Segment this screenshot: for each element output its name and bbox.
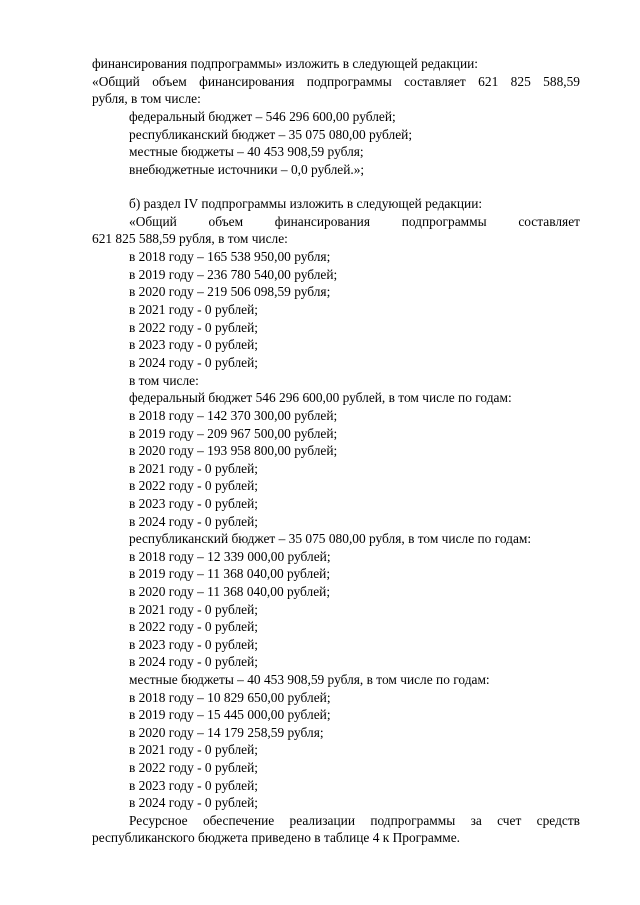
text-line (129, 812, 580, 829)
text-line (129, 530, 580, 547)
text-line (129, 636, 580, 653)
text-line (129, 389, 580, 406)
text-line-content: в том числе: (129, 373, 199, 388)
text-line-content: в 2018 году – 10 829 650,00 рублей; (129, 690, 331, 705)
text-line-content: «Общий объем финансирования подпрограммы составляет 621 825 588,59 (92, 74, 580, 89)
text-line-content: в 2021 году - 0 рублей; (129, 742, 259, 757)
text-line-content: Ресурсное обеспечение реализации подпрограммы за счет средств (129, 813, 580, 828)
text-line-content: в 2024 году - 0 рублей; (129, 355, 259, 370)
text-line (129, 653, 580, 670)
text-line (129, 759, 580, 776)
text-line (129, 407, 580, 424)
text-line-content: местные бюджеты – 40 453 908,59 рубля, в том числе по годам: (129, 672, 490, 687)
text-line (92, 230, 580, 247)
text-line-content: в 2021 году - 0 рублей; (129, 461, 259, 476)
text-line-content: в 2019 году – 209 967 500,00 рублей; (129, 426, 338, 441)
text-line-content: внебюджетные источники – 0,0 рублей.»; (129, 162, 365, 177)
text-line-content: федеральный бюджет – 546 296 600,00 рублей; (129, 109, 396, 124)
text-line-content: в 2024 году - 0 рублей; (129, 514, 259, 529)
text-line (129, 477, 580, 494)
text-line-content: в 2022 году - 0 рублей; (129, 619, 259, 634)
text-line (129, 618, 580, 635)
text-line-content: финансирования подпрограммы» изложить в следующей редакции: (92, 56, 479, 71)
text-line-content: в 2022 году - 0 рублей; (129, 320, 259, 335)
text-line-content: в 2020 году – 219 506 098,59 рубля; (129, 284, 331, 299)
text-line (129, 548, 580, 565)
text-line-content: в 2019 году – 11 368 040,00 рублей; (129, 566, 331, 581)
text-line-content: 621 825 588,59 рубля, в том числе: (92, 231, 288, 246)
text-line-content: местные бюджеты – 40 453 908,59 рубля; (129, 144, 364, 159)
text-line (92, 55, 580, 72)
text-line (129, 583, 580, 600)
text-line (92, 90, 580, 107)
text-line (129, 565, 580, 582)
text-line (129, 442, 580, 459)
text-line (129, 336, 580, 353)
text-line (129, 741, 580, 758)
text-line-content: в 2022 году - 0 рублей; (129, 478, 259, 493)
text-line (129, 108, 580, 125)
text-line (129, 513, 580, 530)
text-line (129, 213, 580, 230)
text-line-content: в 2020 году – 14 179 258,59 рубля; (129, 725, 324, 740)
text-line-content: республиканского бюджета приведено в таблице 4 к Программе. (92, 830, 461, 845)
text-line (129, 777, 580, 794)
text-line (129, 195, 580, 212)
text-line (129, 671, 580, 688)
text-line (129, 724, 580, 741)
text-line-content: в 2023 году - 0 рублей; (129, 337, 259, 352)
text-line (129, 126, 580, 143)
text-line-content: б) раздел IV подпрограммы изложить в следующей редакции: (129, 196, 483, 211)
text-line (129, 354, 580, 371)
text-line (129, 372, 580, 389)
text-line (129, 495, 580, 512)
text-line-content: в 2018 году – 142 370 300,00 рублей; (129, 408, 338, 423)
text-line-content: в 2021 году - 0 рублей; (129, 602, 259, 617)
text-line-content: в 2019 году – 15 445 000,00 рублей; (129, 707, 331, 722)
text-line (92, 73, 580, 90)
text-line (129, 301, 580, 318)
text-line (129, 248, 580, 265)
text-line (129, 706, 580, 723)
text-line-content: в 2020 году – 193 958 800,00 рублей; (129, 443, 338, 458)
text-line (129, 283, 580, 300)
text-line-content: в 2023 году - 0 рублей; (129, 637, 259, 652)
text-line (129, 460, 580, 477)
text-line-content: рубля, в том числе: (92, 91, 201, 106)
text-line (129, 319, 580, 336)
text-line (129, 425, 580, 442)
text-line (129, 689, 580, 706)
text-line-content: в 2023 году - 0 рублей; (129, 496, 259, 511)
text-line-content: республиканский бюджет – 35 075 080,00 рубля, в том числе по годам: (129, 531, 532, 546)
text-line (129, 266, 580, 283)
text-line (92, 829, 580, 846)
text-line-content: в 2018 году – 12 339 000,00 рублей; (129, 549, 331, 564)
text-line-content: в 2023 году - 0 рублей; (129, 778, 259, 793)
text-line (129, 161, 580, 178)
text-line-content: в 2019 году – 236 780 540,00 рублей; (129, 267, 338, 282)
text-line-content: федеральный бюджет 546 296 600,00 рублей, в том числе по годам: (129, 390, 512, 405)
text-line-content: в 2024 году - 0 рублей; (129, 795, 259, 810)
text-line-content: в 2021 году - 0 рублей; (129, 302, 259, 317)
text-line-content: республиканский бюджет – 35 075 080,00 рублей; (129, 127, 413, 142)
text-line (129, 601, 580, 618)
text-line-content: в 2024 году - 0 рублей; (129, 654, 259, 669)
text-line-content: в 2018 году – 165 538 950,00 рубля; (129, 249, 331, 264)
text-line-content: «Общий объем финансирования подпрограммы составляет (129, 214, 580, 229)
text-line-content: в 2020 году – 11 368 040,00 рублей; (129, 584, 331, 599)
text-line (129, 143, 580, 160)
text-line (129, 794, 580, 811)
text-line-content: в 2022 году - 0 рублей; (129, 760, 259, 775)
